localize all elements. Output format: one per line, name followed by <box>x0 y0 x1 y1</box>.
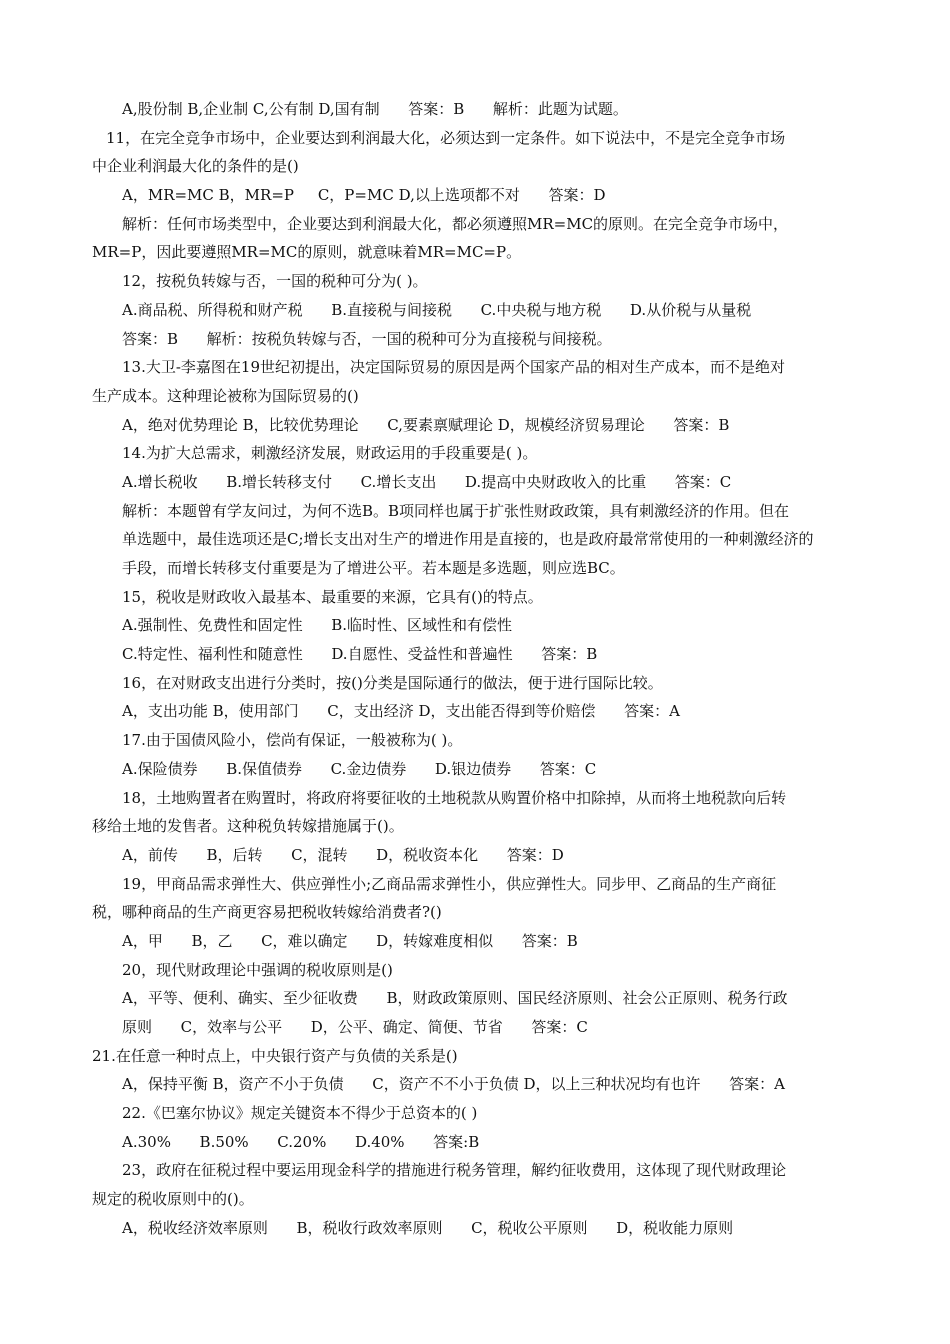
text-line: A，甲 B，乙 C，难以确定 D，转嫁难度相似 答案：B <box>122 931 578 950</box>
text-line: A.保险债券 B.保值债券 C.金边债券 D.银边债券 答案：C <box>122 759 597 778</box>
text-line: 12，按税负转嫁与否，一国的税种可分为( )。 <box>122 272 428 291</box>
document-body <box>92 95 864 1243</box>
text-line: 税，哪种商品的生产商更容易把税收转嫁给消费者?() <box>92 903 442 922</box>
text-line: MR=P，因此要遵照MR=MC的原则，就意味着MR=MC=P。 <box>92 243 522 262</box>
text-line: 17.由于国债风险小，偿尚有保证，一般被称为( )。 <box>122 731 463 750</box>
text-line: C.特定性、福利性和随意性 D.自愿性、受益性和普遍性 答案：B <box>122 645 598 664</box>
text-line: 11，在完全竞争市场中，企业要达到利润最大化，必须达到一定条件。如下说法中，不是完全竞争市场 <box>106 128 786 147</box>
text-line: 14.为扩大总需求，刺激经济发展，财政运用的手段重要是( )。 <box>122 444 538 463</box>
text-line: 解析：任何市场类型中，企业要达到利润最大化，都必须遵照MR=MC的原则。在完全竞争市场中， <box>122 214 789 233</box>
text-line: A，MR=MC B，MR=P C，P=MC D,以上选项都不对 答案：D <box>122 186 606 205</box>
text-line: A.增长税收 B.增长转移支付 C.增长支出 D.提高中央财政收入的比重 答案：C <box>122 472 732 491</box>
text-line: 16，在对财政支出进行分类时，按()分类是国际通行的做法，便于进行国际比较。 <box>122 673 663 692</box>
text-line: 23，政府在征税过程中要运用现金科学的措施进行税务管理，解约征收费用，这体现了现代财政理论 <box>122 1161 787 1180</box>
text-line: 规定的税收原则中的()。 <box>92 1190 254 1209</box>
text-line: A，保持平衡 B，资产不小于负债 C，资产不不小于负债 D，以上三种状况均有也许 答案：A <box>122 1075 785 1094</box>
text-line: A.商品税、所得税和财产税 B.直接税与间接税 C.中央税与地方税 D.从价税与从量税 <box>122 300 752 319</box>
text-line: A，绝对优势理论 B，比较优势理论 C,要素禀赋理论 D，规模经济贸易理论 答案：B <box>122 415 730 434</box>
text-line: A,股份制 B,企业制 C,公有制 D,国有制 答案：B 解析：此题为试题。 <box>122 100 628 118</box>
text-line: 单选题中，最佳选项还是C;增长支出对生产的增进作用是直接的，也是政府最常常使用的一种刺激经济的 <box>122 530 814 549</box>
text-line: A.30% B.50% C.20% D.40% 答案:B <box>122 1132 480 1151</box>
text-line: A，支出功能 B，使用部门 C，支出经济 D，支出能否得到等价赔偿 答案：A <box>122 702 680 721</box>
text-line: 19，甲商品需求弹性大、供应弹性小;乙商品需求弹性小，供应弹性大。同步甲、乙商品的生产商征 <box>122 874 777 893</box>
text-line: 20，现代财政理论中强调的税收原则是() <box>122 960 393 979</box>
text-line: 手段，而增长转移支付重要是为了增进公平。若本题是多选题，则应选BC。 <box>122 559 625 577</box>
text-line: 移给土地的发售者。这种税负转嫁措施属于()。 <box>92 817 404 836</box>
text-line: A.强制性、免费性和固定性 B.临时性、区域性和有偿性 <box>122 616 513 635</box>
text-line: 18，土地购置者在购置时，将政府将要征收的土地税款从购置价格中扣除掉，从而将土地税款向后转 <box>122 788 787 807</box>
text-line: 15，税收是财政收入最基本、最重要的来源，它具有()的特点。 <box>122 587 543 606</box>
text-line: 原则 C，效率与公平 D，公平、确定、简便、节省 答案：C <box>122 1018 588 1036</box>
text-line: 21.在任意一种时点上，中央银行资产与负债的关系是() <box>92 1046 458 1065</box>
text-line: 答案：B 解析：按税负转嫁与否，一国的税种可分为直接税与间接税。 <box>122 329 612 348</box>
text-line: A，税收经济效率原则 B，税收行政效率原则 C，税收公平原则 D，税收能力原则 <box>122 1218 734 1237</box>
text-line: 解析：本题曾有学友问过，为何不选B。B项同样也属于扩张性财政政策，具有刺激经济的作用。但在 <box>122 501 790 520</box>
text-line: A，前传 B，后转 C，混转 D，税收资本化 答案：D <box>122 845 564 864</box>
text-line: 中企业利润最大化的条件的是() <box>92 157 299 176</box>
text-line: 13.大卫-李嘉图在19世纪初提出，决定国际贸易的原因是两个国家产品的相对生产成本，而不是绝对 <box>122 358 786 377</box>
text-line: A，平等、便利、确实、至少征收费 B，财政政策原则、国民经济原则、社会公正原则、税务行政 <box>122 989 788 1008</box>
text-line: 22.《巴塞尔协议》规定关键资本不得少于总资本的( ) <box>122 1104 478 1123</box>
text-line: 生产成本。这种理论被称为国际贸易的() <box>92 386 359 405</box>
